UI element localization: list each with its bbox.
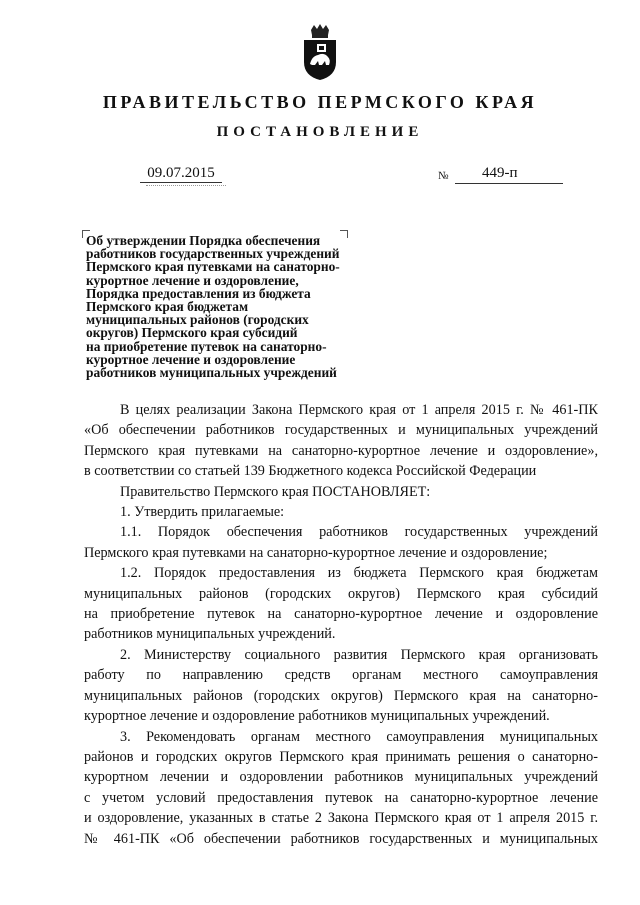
text-line: муниципальных районов (городских округов) Пермского края субсидий [84,585,598,602]
text-line: в соответствии со статьей 139 Бюджетного кодекса Российской Федерации [84,463,537,480]
subject-line: на приобретение путевок на санаторно- [86,338,327,354]
subject-line: Пермского края бюджетам [86,299,249,315]
text-line: № 461-ПК «Об обеспечении работников государственных и муниципальных [84,830,598,847]
text-line: на приобретение путевок на санаторно-курортное лечение и оздоровление [84,606,598,623]
text-line: и оздоровление, указанных в статье 2 Закона Пермского края от 1 апреля 2015 г. [84,810,598,827]
paragraph-item-3 [84,727,598,849]
paragraph-item-1: 1. Утвердить прилагаемые: [120,504,285,521]
coat-of-arms-icon [302,24,338,80]
paragraph-preamble [84,400,598,482]
text-line: Пермского края путевками на санаторно-курортное лечение и оздоровление; [84,544,548,561]
number-underline [455,183,563,184]
text-line: Пермского края путевками на санаторно-курортное лечение и оздоровление», [84,442,598,459]
subject-line: курортное лечение и оздоровление, [86,272,299,288]
subject-block [86,234,386,379]
text-line: работу по направлению средств органам местного самоуправления [84,667,598,684]
text-line: курортное лечение и оздоровление работников муниципальных учреждений. [84,708,550,725]
text-line: 3. Рекомендовать органам местного самоуправления муниципальных [120,728,598,745]
text-line: с учетом условий предоставления путевок на санаторно-курортное лечение [84,789,598,806]
document-type: ПОСТАНОВЛЕНИЕ [216,124,424,140]
text-line: 1.2. Порядок предоставления из бюджета Пермского края бюджетам [120,565,598,582]
subject-line: работников государственных учреждений [86,246,340,262]
text-line: курортном лечении и оздоровлении работников муниципальных учреждений [84,769,598,786]
subject-line: округов) Пермского края субсидий [86,325,298,341]
text-line: 1.1. Порядок обеспечения работников государственных учреждений [120,524,598,541]
paragraph-item-1-2 [84,563,598,645]
subject-line: Пермского края путевками на санаторно- [86,259,340,275]
paragraph-resolves: Правительство Пермского края ПОСТАНОВЛЯЕТ: [120,483,431,500]
text-line: В целях реализации Закона Пермского края от 1 апреля 2015 г. № 461-ПК [120,402,598,418]
date-underline [146,185,226,186]
government-title: ПРАВИТЕЛЬСТВО ПЕРМСКОГО КРАЯ [102,92,538,112]
subject-line: Порядка предоставления из бюджета [86,285,311,301]
subject-line: Об утверждении Порядка обеспечения [86,233,321,248]
document-number: 449-п [482,165,518,181]
text-line: работников муниципальных учреждений. [84,626,336,643]
number-sign: № [438,170,449,182]
subject-line: муниципальных районов (городских [86,312,309,328]
paragraph-item-1-1 [84,522,598,563]
subject-line: работников муниципальных учреждений [86,365,337,381]
text-line: «Об обеспечении работников государственных и муниципальных учреждений [84,422,598,439]
document-body [84,400,598,849]
text-line: районов и городских округов Пермского края принимать решения о санаторно- [84,748,598,765]
document-date: 09.07.2015 [140,165,222,183]
text-line: 2. Министерству социального развития Пермского края организовать [120,646,598,663]
subject-line: курортное лечение и оздоровление [86,351,296,367]
paragraph-item-2 [84,645,598,727]
text-line: муниципальных районов (городских округов) Пермского края на санаторно- [84,687,598,704]
